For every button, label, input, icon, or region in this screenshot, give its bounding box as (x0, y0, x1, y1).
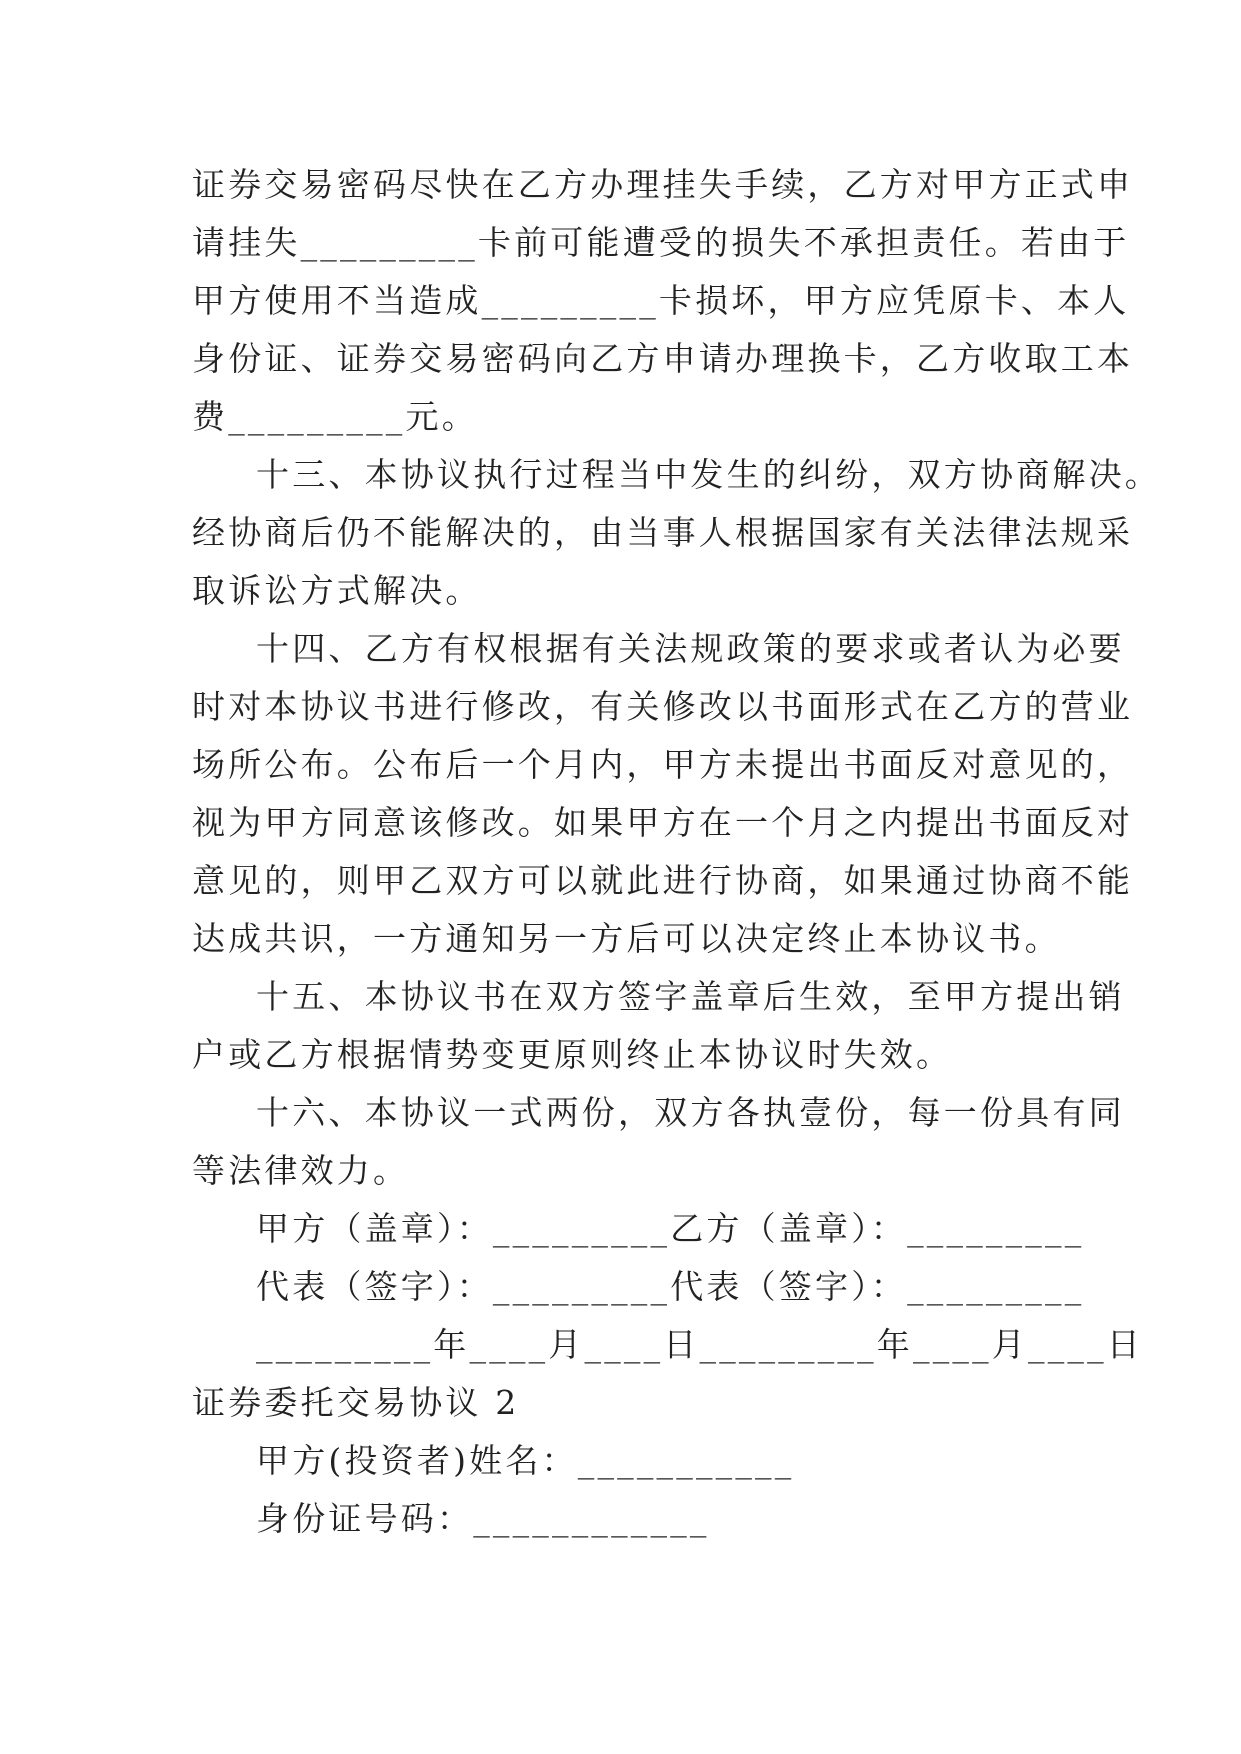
clause-14-line-3: 场所公布。公布后一个月内，甲方未提出书面反对意见的， (192, 745, 1134, 784)
body-line-3: 甲方使用不当造成_________卡损坏，甲方应凭原卡、本人 (192, 281, 1130, 320)
clause-14-line-5: 意见的，则甲乙双方可以就此进行协商，如果通过协商不能 (192, 861, 1134, 900)
date-line: _________年____月____日_________年____月____日 (256, 1325, 1143, 1364)
clause-15-start: 十五、本协议书在双方签字盖章后生效，至甲方提出销 (256, 977, 1125, 1016)
seal-line: 甲方（盖章）：_________乙方（盖章）：_________ (256, 1209, 1085, 1248)
clause-14-line-4: 视为甲方同意该修改。如果甲方在一个月之内提出书面反对 (192, 803, 1134, 842)
body-line-4: 身份证、证券交易密码向乙方申请办理换卡，乙方收取工本 (192, 339, 1134, 378)
signature-line: 代表（签字）：_________代表（签字）：_________ (256, 1267, 1085, 1306)
clause-14-start: 十四、乙方有权根据有关法规政策的要求或者认为必要 (256, 629, 1125, 668)
clause-14-line-6: 达成共识，一方通知另一方后可以决定终止本协议书。 (192, 919, 1061, 958)
clause-15-line-2: 户或乙方根据情势变更原则终止本协议时失效。 (192, 1035, 953, 1074)
body-line-2: 请挂失_________卡前可能遭受的损失不承担责任。若由于 (192, 223, 1130, 262)
section-title: 证券委托交易协议 2 (192, 1383, 520, 1422)
body-line-5: 费_________元。 (192, 397, 478, 436)
id-number-line: 身份证号码：____________ (256, 1499, 710, 1538)
investor-name-line: 甲方(投资者)姓名：___________ (256, 1441, 795, 1480)
clause-13-start: 十三、本协议执行过程当中发生的纠纷，双方协商解决。 (256, 455, 1161, 494)
clause-14-line-2: 时对本协议书进行修改，有关修改以书面形式在乙方的营业 (192, 687, 1134, 726)
clause-16-line-2: 等法律效力。 (192, 1151, 410, 1190)
clause-16-start: 十六、本协议一式两份，双方各执壹份，每一份具有同 (256, 1093, 1125, 1132)
clause-13-line-2: 经协商后仍不能解决的，由当事人根据国家有关法律法规采 (192, 513, 1134, 552)
clause-13-line-3: 取诉讼方式解决。 (192, 571, 482, 610)
body-line-1: 证券交易密码尽快在乙方办理挂失手续，乙方对甲方正式申 (192, 165, 1134, 204)
